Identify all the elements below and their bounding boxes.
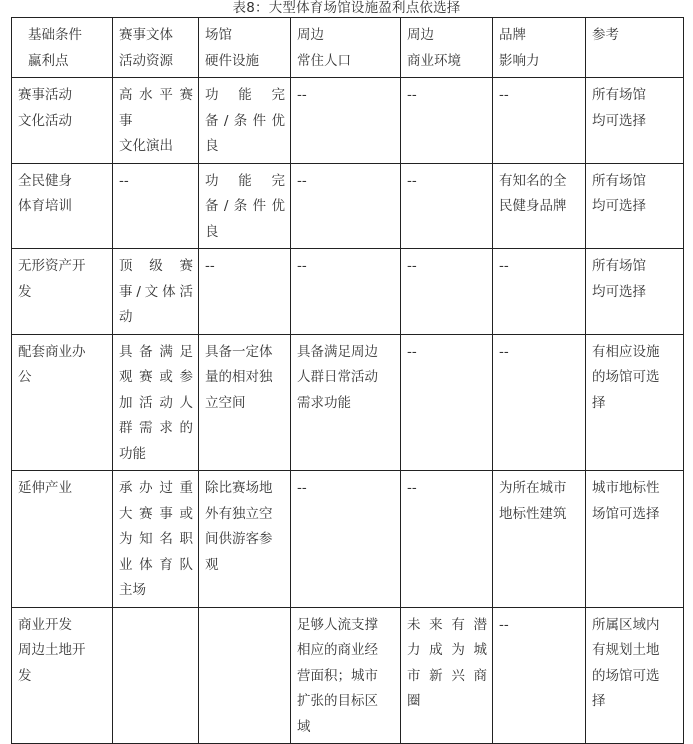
table-cell-venue-facilities bbox=[199, 334, 291, 471]
cell-line: 主场 bbox=[119, 582, 146, 598]
table-cell-reference bbox=[586, 163, 684, 249]
table-cell-business-environment bbox=[401, 163, 493, 249]
table-cell-brand-influence bbox=[493, 78, 586, 164]
table-cell-venue-facilities bbox=[199, 471, 291, 608]
table-cell-reference bbox=[586, 607, 684, 744]
header-cell: 参考 bbox=[586, 18, 684, 78]
cell-line bbox=[205, 613, 285, 639]
cell-line: 除比赛场地 bbox=[205, 480, 273, 496]
cell-line: 全民健身 bbox=[18, 172, 72, 189]
cell-line: -- bbox=[297, 87, 307, 103]
cell-line: -- bbox=[499, 343, 509, 360]
table-row bbox=[12, 163, 684, 249]
table-cell-venue-facilities bbox=[199, 607, 291, 744]
cell-line: 为知名职 bbox=[119, 531, 193, 547]
header-cell: 周边 常住人口 bbox=[291, 18, 401, 78]
header-row bbox=[12, 18, 684, 78]
table-cell-business-environment bbox=[401, 471, 493, 608]
cell-line: -- bbox=[297, 258, 307, 274]
table-cell-business-environment bbox=[401, 249, 493, 335]
table-cell-brand-influence bbox=[493, 163, 586, 249]
cell-line: 加活动人 bbox=[119, 394, 193, 411]
table-cell-reference bbox=[586, 471, 684, 608]
cell-line bbox=[119, 613, 193, 639]
table-cell-profit-point bbox=[12, 334, 113, 471]
cell-line: 圈 bbox=[407, 693, 421, 709]
table-cell-event-resources bbox=[113, 607, 199, 744]
header-cell: 品牌 影响力 bbox=[493, 18, 586, 78]
table-cell-event-resources bbox=[113, 163, 199, 249]
cell-line: 备/条件优 bbox=[205, 198, 285, 214]
cell-line: -- bbox=[499, 258, 509, 274]
cell-line: 赛事活动 bbox=[18, 87, 72, 103]
table-row bbox=[12, 471, 684, 608]
cell-line: 所有场馆 bbox=[592, 87, 646, 103]
table-cell-event-resources bbox=[113, 471, 199, 608]
cell-line: 间供游客参 bbox=[205, 531, 273, 547]
cell-line: -- bbox=[499, 87, 509, 103]
table-row bbox=[12, 607, 684, 744]
cell-line: 功能完 bbox=[205, 172, 285, 189]
cell-line: 立空间 bbox=[205, 394, 246, 411]
cell-line: 未来有潜 bbox=[407, 616, 487, 633]
cell-line: 所有场馆 bbox=[592, 258, 646, 274]
cell-line: 择 bbox=[592, 394, 606, 411]
cell-line: 大赛事或 bbox=[119, 505, 193, 522]
cell-line: 为所在城市 bbox=[499, 480, 567, 496]
table-cell-event-resources bbox=[113, 78, 199, 164]
table-cell-resident-population bbox=[291, 163, 401, 249]
cell-line: -- bbox=[297, 480, 307, 496]
table-cell-business-environment bbox=[401, 78, 493, 164]
table-cell-event-resources bbox=[113, 334, 199, 471]
cell-line: 相应的商业经 bbox=[297, 642, 378, 658]
cell-line: 良 bbox=[205, 138, 219, 154]
cell-line: 所属区域内 bbox=[592, 616, 660, 633]
cell-line: 足够人流支撑 bbox=[297, 616, 378, 633]
cell-line: 人群日常活动 bbox=[297, 369, 378, 385]
table-cell-resident-population bbox=[291, 78, 401, 164]
table-cell-reference bbox=[586, 78, 684, 164]
cell-line: -- bbox=[499, 616, 509, 633]
cell-line: 良 bbox=[205, 223, 219, 240]
cell-line: 体育培训 bbox=[18, 198, 72, 214]
cell-line: 业体育队 bbox=[119, 556, 193, 573]
cell-line: 事 bbox=[119, 112, 133, 129]
table-cell-business-environment bbox=[401, 334, 493, 471]
table-caption: 表8：大型体育场馆设施盈利点依选择 bbox=[232, 0, 461, 16]
cell-line: 有知名的全 bbox=[499, 172, 567, 189]
table-cell-reference bbox=[586, 249, 684, 335]
cell-line: 域 bbox=[297, 718, 311, 735]
cell-line: 发 bbox=[18, 283, 32, 300]
table-cell-profit-point bbox=[12, 78, 113, 164]
cell-line: 均可选择 bbox=[592, 112, 646, 129]
table-cell-brand-influence bbox=[493, 471, 586, 608]
cell-line: 所有场馆 bbox=[592, 172, 646, 189]
cell-line: 均可选择 bbox=[592, 283, 646, 300]
cell-line: 有相应设施 bbox=[592, 343, 660, 360]
cell-line: -- bbox=[407, 87, 417, 103]
cell-line: -- bbox=[297, 172, 307, 189]
table-row bbox=[12, 249, 684, 335]
cell-line: 观 bbox=[205, 556, 219, 573]
cell-line: -- bbox=[407, 480, 417, 496]
cell-line: 功能 bbox=[119, 445, 146, 462]
cell-line: -- bbox=[119, 172, 129, 189]
table-cell-profit-point bbox=[12, 471, 113, 608]
table-cell-venue-facilities bbox=[199, 163, 291, 249]
cell-line: 公 bbox=[18, 369, 32, 385]
table-row bbox=[12, 334, 684, 471]
table-row bbox=[12, 78, 684, 164]
cell-line: 顶级赛 bbox=[119, 258, 193, 274]
cell-line: 发 bbox=[18, 667, 32, 684]
cell-line: -- bbox=[407, 258, 417, 274]
table-cell-profit-point bbox=[12, 249, 113, 335]
cell-line: 具备一定体 bbox=[205, 343, 273, 360]
table-cell-resident-population bbox=[291, 607, 401, 744]
cell-line: 具备满足周边 bbox=[297, 343, 378, 360]
header-cell: 周边 商业环境 bbox=[401, 18, 493, 78]
cell-line: 均可选择 bbox=[592, 198, 646, 214]
cell-line: 观赛或参 bbox=[119, 369, 193, 385]
cell-line: 具备满足 bbox=[119, 343, 193, 360]
cell-line: 外有独立空 bbox=[205, 505, 273, 522]
cell-line: 需求功能 bbox=[297, 394, 351, 411]
cell-line: 事/文体活 bbox=[119, 283, 193, 300]
cell-line: -- bbox=[205, 258, 215, 274]
cell-line: 民健身品牌 bbox=[499, 198, 567, 214]
table-cell-venue-facilities bbox=[199, 249, 291, 335]
table-cell-event-resources bbox=[113, 249, 199, 335]
cell-line: 群需求的 bbox=[119, 420, 193, 436]
cell-line: 的场馆可选 bbox=[592, 667, 660, 684]
table-cell-business-environment bbox=[401, 607, 493, 744]
table-cell-profit-point bbox=[12, 163, 113, 249]
table-cell-resident-population bbox=[291, 249, 401, 335]
header-cell: 基础条件 赢利点 bbox=[12, 18, 113, 78]
cell-line: 备/条件优 bbox=[205, 112, 285, 129]
cell-line: 的场馆可选 bbox=[592, 369, 660, 385]
cell-line: 力成为城 bbox=[407, 642, 487, 658]
cell-line: -- bbox=[407, 343, 417, 360]
cell-line: 城市地标性 bbox=[592, 480, 660, 496]
cell-line: 文化活动 bbox=[18, 112, 72, 129]
cell-line: 高水平赛 bbox=[119, 87, 193, 103]
cell-line: 动 bbox=[119, 309, 133, 325]
table-cell-resident-population bbox=[291, 334, 401, 471]
cell-line: 周边土地开 bbox=[18, 642, 86, 658]
table-cell-brand-influence bbox=[493, 607, 586, 744]
cell-line: 商业开发 bbox=[18, 616, 72, 633]
cell-line: 有规划土地 bbox=[592, 642, 660, 658]
table-cell-profit-point bbox=[12, 607, 113, 744]
cell-line: 量的相对独 bbox=[205, 369, 273, 385]
cell-line: 市新兴商 bbox=[407, 667, 487, 684]
cell-line: 地标性建筑 bbox=[499, 505, 567, 522]
header-cell: 赛事文体 活动资源 bbox=[113, 18, 199, 78]
table-cell-brand-influence bbox=[493, 334, 586, 471]
cell-line: 承办过重 bbox=[119, 480, 193, 496]
table-cell-brand-influence bbox=[493, 249, 586, 335]
table-cell-resident-population bbox=[291, 471, 401, 608]
table-cell-reference bbox=[586, 334, 684, 471]
cell-line: -- bbox=[407, 172, 417, 189]
cell-line: 功能完 bbox=[205, 87, 285, 103]
cell-line: 场馆可选择 bbox=[592, 505, 660, 522]
table-cell-venue-facilities bbox=[199, 78, 291, 164]
cell-line: 无形资产开 bbox=[18, 258, 86, 274]
cell-line: 文化演出 bbox=[119, 138, 173, 154]
cell-line: 营面积；城市 bbox=[297, 667, 378, 684]
cell-line: 配套商业办 bbox=[18, 343, 86, 360]
header-cell: 场馆 硬件设施 bbox=[199, 18, 291, 78]
cell-line: 择 bbox=[592, 693, 606, 709]
cell-line: 扩张的目标区 bbox=[297, 693, 378, 709]
profit-point-table bbox=[11, 17, 684, 744]
cell-line: 延伸产业 bbox=[18, 480, 72, 496]
